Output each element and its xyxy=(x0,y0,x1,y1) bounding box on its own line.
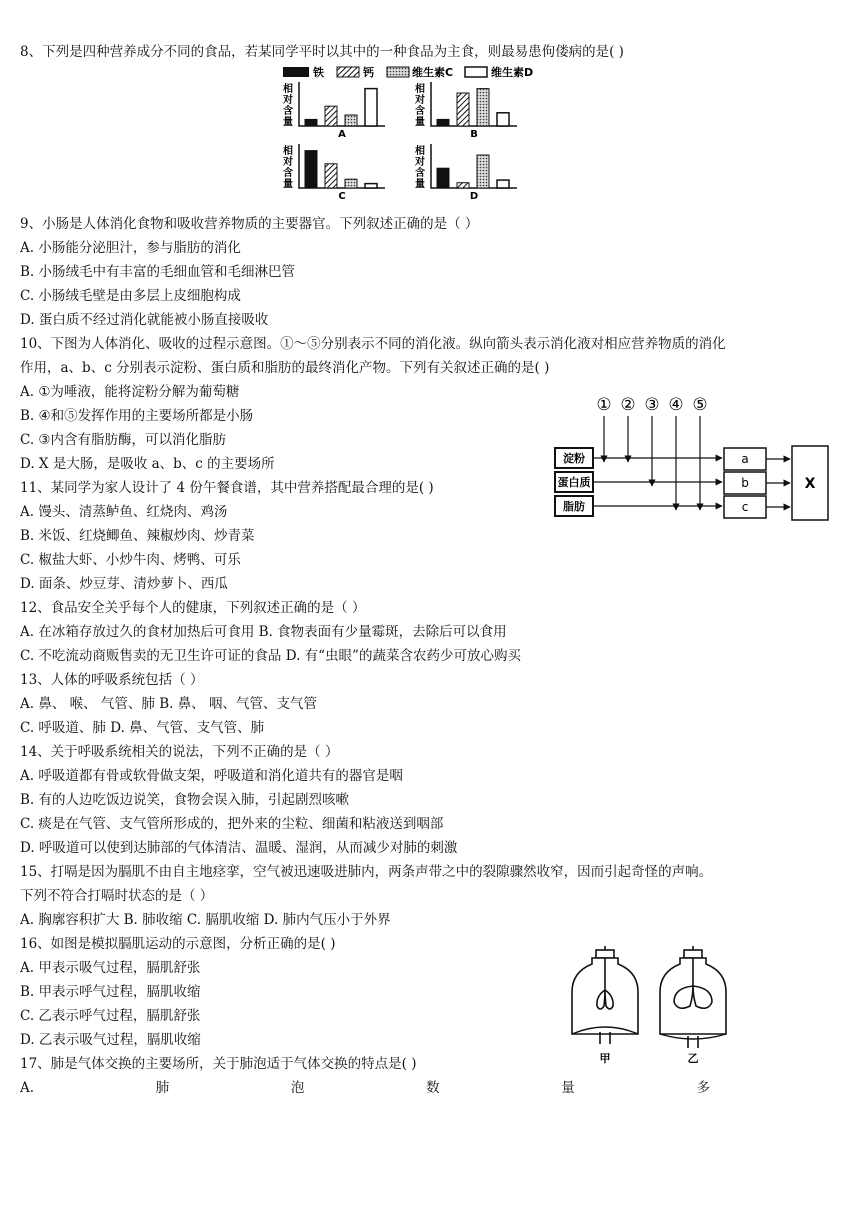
product-c: c xyxy=(741,500,749,514)
legend-vitd: 维生素D xyxy=(491,66,534,79)
q15-stem-line2: 下列不符合打嗝时状态的是（ ） xyxy=(20,888,214,904)
legend-swatch-vitc xyxy=(387,67,409,77)
product-b: b xyxy=(741,476,749,490)
q8-bar-b-4 xyxy=(497,113,509,126)
q8-ylabel-char: 含 xyxy=(415,168,425,179)
end-x: X xyxy=(804,476,816,492)
q8-panel-a xyxy=(282,82,385,140)
q13-options-ab: A. 鼻、 喉、 气管、肺 B. 鼻、 咽、气管、支气管 xyxy=(20,696,317,712)
q8-ylabel-char: 量 xyxy=(415,179,425,190)
legend-iron: 铁 xyxy=(313,66,324,79)
q14-option-d: D. 呼吸道可以使到达肺部的气体清洁、温暖、湿润，从而减少对肺的刺激 xyxy=(20,840,458,856)
q8-ylabel-char: 对 xyxy=(283,95,293,106)
q17-token-1: A. xyxy=(20,1080,35,1096)
q15-options: A. 胸廓容积扩大 B. 肺收缩 C. 膈肌收缩 D. 肺内气压小于外界 xyxy=(20,912,391,928)
q17-token-6: 多 xyxy=(696,1080,710,1096)
nutrient-starch: 淀粉 xyxy=(563,452,585,465)
q8-ylabel-char: 相 xyxy=(415,84,425,95)
label-yi: 乙 xyxy=(687,1052,699,1065)
legend-calcium: 钙 xyxy=(363,66,374,79)
q10-digestion-diagram xyxy=(550,396,832,522)
q8-panel-d xyxy=(414,144,517,200)
q8-ylabel-char: 相 xyxy=(283,84,293,95)
legend-vitc: 维生素C xyxy=(412,66,454,79)
legend-swatch-vitd xyxy=(465,67,487,77)
label-jia: 甲 xyxy=(599,1052,611,1065)
q8-ylabel-char: 量 xyxy=(283,179,293,190)
q11-stem: 11、某同学为家人设计了 4 份午餐食谱，其中营养搭配最合理的是( ) xyxy=(20,480,434,496)
fluid-4: ④ xyxy=(668,396,684,415)
q17-option-a xyxy=(20,1078,710,1098)
q13-options-cd: C. 呼吸道、肺 D. 鼻、气管、支气管、肺 xyxy=(20,720,265,736)
q8-bar-c-1 xyxy=(305,151,317,188)
q8-bar-c-3 xyxy=(345,179,357,188)
q17-token-2: 肺 xyxy=(155,1080,170,1096)
q8-ylabel-char: 量 xyxy=(415,117,425,128)
product-a: a xyxy=(741,452,749,466)
q11-option-b: B. 米饭、红烧鲫鱼、辣椒炒肉、炒青菜 xyxy=(20,528,255,544)
q8-bar-b-1 xyxy=(437,119,449,126)
bell-jar-yi xyxy=(660,946,726,1048)
q10-stem-line2: 作用，a、b、c 分别表示淀粉、蛋白质和脂肪的最终消化产物。下列有关叙述正确的是( ) xyxy=(20,360,550,376)
q8-bar-d-2 xyxy=(457,183,469,188)
q9-stem: 9、小肠是人体消化食物和吸收营养物质的主要器官。下列叙述正确的是（ ） xyxy=(20,216,479,232)
q16-stem: 16、如图是模拟膈肌运动的示意图，分析正确的是( ) xyxy=(20,936,336,952)
fluid-3: ③ xyxy=(644,396,660,415)
q8-panel-b xyxy=(414,82,517,140)
q8-ylabel-char: 对 xyxy=(415,95,425,106)
q16-option-a: A. 甲表示吸气过程，膈肌舒张 xyxy=(20,960,201,976)
q16-option-b: B. 甲表示呼气过程，膈肌收缩 xyxy=(20,984,201,1000)
q8-bar-d-1 xyxy=(437,168,449,188)
q8-ylabel-char: 相 xyxy=(415,146,425,157)
q11-option-c: C. 椒盐大虾、小炒牛肉、烤鸭、可乐 xyxy=(20,552,241,568)
q8-bar-a-1 xyxy=(305,119,317,126)
q12-options-cd: C. 不吃流动商贩售卖的无卫生许可证的食品 D. 有“虫眼”的蔬菜含农药少可放心购买 xyxy=(20,648,521,664)
q8-ylabel-char: 量 xyxy=(283,117,293,128)
q8-bar-c-4 xyxy=(365,184,377,188)
q10-option-a: A. ①为唾液，能将淀粉分解为葡萄糖 xyxy=(20,384,240,400)
legend-swatch-iron xyxy=(283,67,309,77)
q13-stem: 13、人体的呼吸系统包括（ ） xyxy=(20,672,204,688)
q10-option-b: B. ④和⑤发挥作用的主要场所都是小肠 xyxy=(20,408,254,424)
q8-ylabel-char: 含 xyxy=(283,168,293,179)
q8-panel-label: B xyxy=(470,129,478,140)
q17-token-3: 泡 xyxy=(290,1080,305,1096)
q17-token-4: 数 xyxy=(426,1080,440,1096)
q8-bar-d-4 xyxy=(497,180,509,188)
q17-stem: 17、肺是气体交换的主要场所，关于肺泡适于气体交换的特点是( ) xyxy=(20,1056,417,1072)
q8-stem: 8、下列是四种营养成分不同的食品，若某同学平时以其中的一种食品为主食，则最易患佝偻病的是( ) xyxy=(20,44,624,60)
q8-bar-a-3 xyxy=(345,115,357,126)
q8-legend xyxy=(283,65,533,79)
q8-bar-d-3 xyxy=(477,155,489,188)
q9-option-c: C. 小肠绒毛壁是由多层上皮细胞构成 xyxy=(20,288,241,304)
q9-option-b: B. 小肠绒毛中有丰富的毛细血管和毛细淋巴管 xyxy=(20,264,296,280)
q16-option-c: C. 乙表示呼气过程，膈肌舒张 xyxy=(20,1008,201,1024)
q12-options-ab: A. 在冰箱存放过久的食材加热后可食用 B. 食物表面有少量霉斑，去除后可以食用 xyxy=(20,624,507,640)
q8-panel-label: D xyxy=(469,191,479,200)
q8-bar-a-2 xyxy=(325,106,337,126)
q9-option-a: A. 小肠能分泌胆汁，参与脂肪的消化 xyxy=(20,240,241,256)
q8-ylabel-char: 相 xyxy=(283,146,293,157)
q10-stem-line1: 10、下图为人体消化、吸收的过程示意图。①～⑤分别表示不同的消化液。纵向箭头表示消化液对相应营养物质的消化 xyxy=(20,336,726,352)
q8-panel-label: A xyxy=(338,129,346,140)
q16-option-d: D. 乙表示吸气过程，膈肌收缩 xyxy=(20,1032,201,1048)
q14-option-a: A. 呼吸道都有骨或软骨做支架，呼吸道和消化道共有的器官是咽 xyxy=(20,768,403,784)
q8-chart xyxy=(275,64,560,200)
q8-bar-b-3 xyxy=(477,89,489,126)
q17-token-5: 量 xyxy=(561,1080,575,1096)
q8-bar-a-4 xyxy=(365,89,377,126)
legend-swatch-calcium xyxy=(337,67,359,77)
q8-ylabel-char: 对 xyxy=(415,157,425,168)
q11-option-d: D. 面条、炒豆芽、清炒萝卜、西瓜 xyxy=(20,576,228,592)
q12-stem: 12、食品安全关乎每个人的健康，下列叙述正确的是（ ） xyxy=(20,600,366,616)
q8-ylabel-char: 含 xyxy=(283,106,293,117)
q8-panel-label: C xyxy=(338,191,346,200)
nutrient-protein: 蛋白质 xyxy=(557,476,591,489)
fluid-2: ② xyxy=(620,396,636,415)
nutrient-fat: 脂肪 xyxy=(563,500,585,513)
fluid-5: ⑤ xyxy=(692,396,708,415)
q14-option-c: C. 痰是在气管、支气管所形成的，把外来的尘粒、细菌和粘液送到咽部 xyxy=(20,816,444,832)
q10-option-c: C. ③内含有脂肪酶，可以消化脂肪 xyxy=(20,432,227,448)
q9-option-d: D. 蛋白质不经过消化就能被小肠直接吸收 xyxy=(20,312,269,328)
q8-panel-c xyxy=(282,144,385,200)
q15-stem-line1: 15、打嗝是因为膈肌不由自主地痉挛，空气被迅速吸进肺内，两条声带之中的裂隙骤然收窄，因而引起奇怪的声响。 xyxy=(20,864,713,880)
q8-bar-c-2 xyxy=(325,164,337,188)
bell-jar-jia xyxy=(572,946,638,1044)
q14-stem: 14、关于呼吸系统相关的说法，下列不正确的是（ ） xyxy=(20,744,339,760)
q8-ylabel-char: 对 xyxy=(283,157,293,168)
q10-option-d: D. X 是大肠，是吸收 a、b、c 的主要场所 xyxy=(20,456,275,472)
q11-option-a: A. 馒头、清蒸鲈鱼、红烧肉、鸡汤 xyxy=(20,504,228,520)
q14-option-b: B. 有的人边吃饭边说笑，食物会误入肺，引起剧烈咳嗽 xyxy=(20,792,350,808)
q8-bar-b-2 xyxy=(457,93,469,126)
q16-diaphragm-model xyxy=(566,944,746,1068)
fluid-1: ① xyxy=(596,396,612,415)
q8-ylabel-char: 含 xyxy=(415,106,425,117)
